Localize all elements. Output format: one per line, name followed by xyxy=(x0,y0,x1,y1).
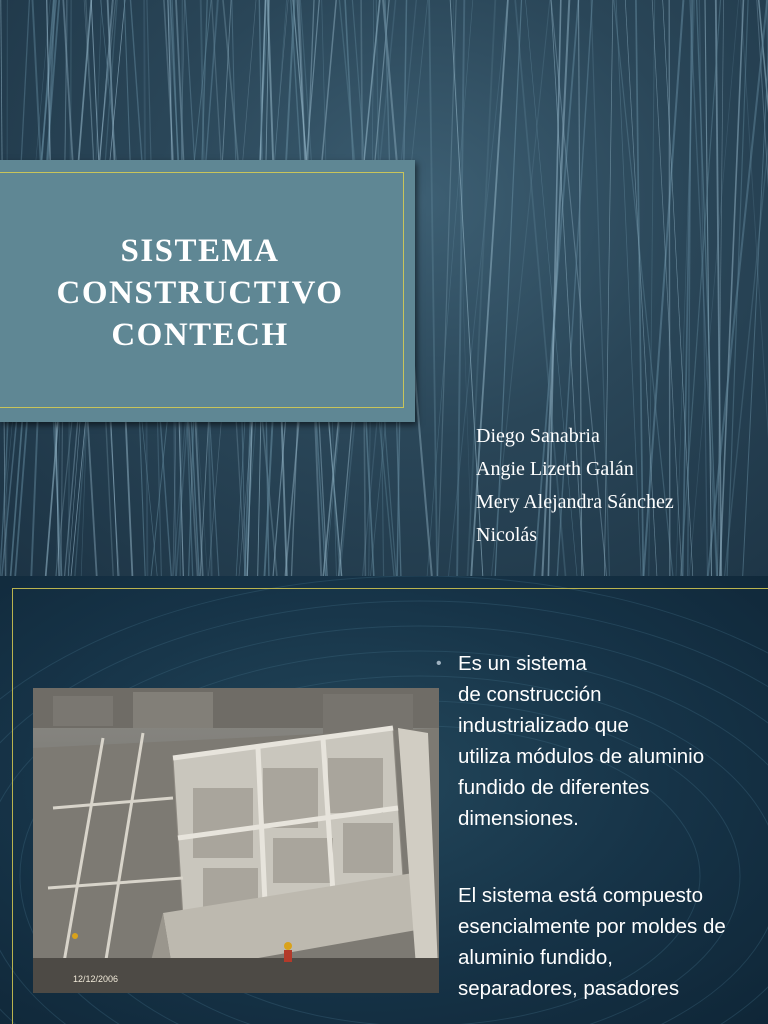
bullet-icon: • xyxy=(436,655,442,672)
author-name: Nicolás xyxy=(476,524,538,546)
bullet-line: aluminio fundido, xyxy=(458,946,613,969)
author-name: Diego Sanabria xyxy=(476,425,600,447)
bullet-line: esencialmente por moldes de xyxy=(458,915,726,938)
bullet-line: El sistema está compuesto xyxy=(458,884,703,907)
decorative-line xyxy=(720,0,744,576)
title-line: CONTECH xyxy=(111,317,289,353)
title-line: SISTEMA xyxy=(120,233,280,269)
decorative-line xyxy=(429,0,437,576)
bullet-text xyxy=(458,648,768,834)
bullet-line: separadores, pasadores xyxy=(458,977,680,1000)
photo-date-stamp: 12/12/2006 xyxy=(73,974,119,984)
bullet-item xyxy=(436,648,768,834)
decorative-line xyxy=(676,0,695,576)
slide-title xyxy=(0,230,400,356)
author-name: Angie Lizeth Galán xyxy=(476,458,634,480)
content-slide xyxy=(0,576,768,1024)
decorative-line xyxy=(457,0,464,576)
decorative-line xyxy=(438,0,457,576)
title-card xyxy=(0,160,415,422)
bullet-line: industrializado que xyxy=(458,714,629,737)
decorative-line xyxy=(683,0,693,576)
bullet-line: utiliza módulos de aluminio xyxy=(458,745,705,768)
bullet-text xyxy=(458,880,768,1004)
bullet-line: fundido de diferentes xyxy=(458,776,650,799)
bullet-item xyxy=(436,880,768,1004)
authors-list xyxy=(476,420,674,552)
construction-photo xyxy=(33,688,439,993)
bullet-list xyxy=(436,648,768,1004)
construction-site-photo-icon xyxy=(33,688,439,993)
bullet-line: Es un sistema xyxy=(458,652,587,675)
bullet-line: de construcción xyxy=(458,683,602,706)
title-line: CONSTRUCTIVO xyxy=(56,275,344,311)
bullet-line: dimensiones. xyxy=(458,807,579,830)
author-name: Mery Alejandra Sánchez xyxy=(476,491,674,513)
